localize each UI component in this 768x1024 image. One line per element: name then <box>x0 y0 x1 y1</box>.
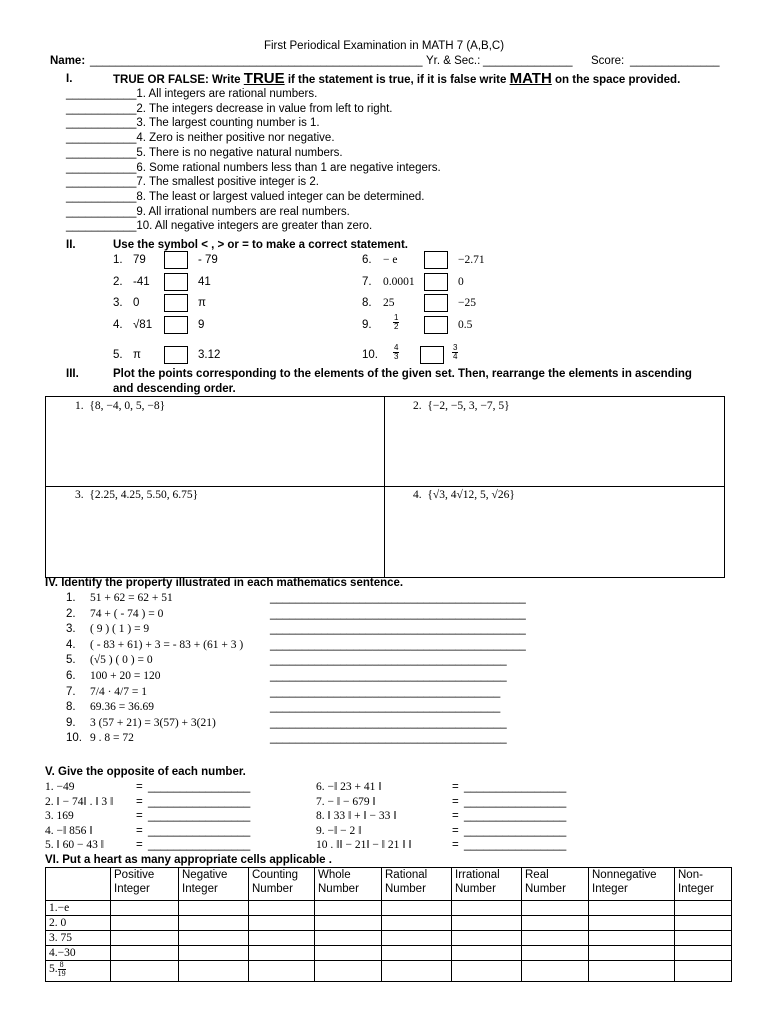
answer-cell[interactable] <box>452 901 522 916</box>
fraction <box>393 344 399 361</box>
fraction <box>452 344 458 361</box>
fraction-denominator: 4 <box>453 352 458 361</box>
table-column-header <box>452 868 522 901</box>
answer-blank[interactable]: ___________ <box>66 132 137 145</box>
comparison-right-value <box>452 344 458 361</box>
answer-cell[interactable] <box>675 916 732 931</box>
answer-cell[interactable] <box>179 961 249 982</box>
equals-sign: = <box>452 795 459 808</box>
comparison-left-value <box>393 314 399 331</box>
comparison-answer-box[interactable] <box>420 346 444 364</box>
answer-cell[interactable] <box>452 931 522 946</box>
property-expression: 51 + 62 = 62 + 51 <box>90 592 173 604</box>
statement-text: 10. All negative integers are greater than zero. <box>136 220 373 233</box>
comparison-number: 8. <box>362 297 372 309</box>
yr-sec-field[interactable]: ______________ <box>483 55 573 67</box>
section-2-instruction: Use the symbol < , > or = to make a correct statement. <box>113 239 408 251</box>
plot-set: {8, −4, 0, 5, −8} <box>89 400 166 412</box>
opposite-item: 8. ‖ 33 ‖ + ‖ − 33 ‖ <box>316 810 397 822</box>
grid-divider-horizontal <box>46 486 724 487</box>
property-expression: 9 . 8 = 72 <box>90 732 134 745</box>
answer-blank[interactable]: ___________ <box>66 220 137 233</box>
comparison-right-value: 0 <box>458 276 464 288</box>
answer-cell[interactable] <box>315 931 382 946</box>
column-header-line-2: Integer <box>114 883 150 895</box>
answer-cell[interactable] <box>111 901 179 916</box>
answer-cell[interactable] <box>179 946 249 961</box>
table-header-row <box>46 868 732 901</box>
answer-blank[interactable]: ___________ <box>66 161 137 174</box>
answer-cell[interactable] <box>675 961 732 982</box>
section-5-heading: V. Give the opposite of each number. <box>45 766 246 778</box>
answer-blank[interactable]: ___________ <box>66 176 137 189</box>
property-number: 2. <box>66 607 76 620</box>
plot-set: {√3, 4√12, 5, √26} <box>427 489 515 501</box>
comparison-left-value: -41 <box>133 276 150 288</box>
answer-cell[interactable] <box>589 931 675 946</box>
answer-cell[interactable] <box>382 961 452 982</box>
answer-cell[interactable] <box>589 901 675 916</box>
statement-text: 2. The integers decrease in value from left to right. <box>136 102 393 115</box>
row-label-number: 5. <box>49 963 58 976</box>
yr-sec-label: Yr. & Sec.: <box>426 55 481 67</box>
comparison-left-value: 0.0001 <box>383 276 415 288</box>
column-header-line-1: Positive <box>114 869 155 881</box>
answer-cell[interactable] <box>382 916 452 931</box>
fraction-numerator: 3 <box>453 343 458 352</box>
statement-text: 1. All integers are rational numbers. <box>136 88 318 100</box>
opposite-item: 4. −‖ 856 ‖ <box>45 824 93 837</box>
comparison-number: 3. <box>113 297 123 309</box>
section-3-instruction-1: Plot the points corresponding to the elements of the given set. Then, rearrange the elements in ascending <box>113 368 692 380</box>
table-column-header <box>315 868 382 901</box>
column-header-line-2: Integer <box>592 883 628 895</box>
answer-cell[interactable] <box>452 916 522 931</box>
property-number: 4. <box>66 638 76 651</box>
answer-cell[interactable] <box>111 931 179 946</box>
fraction-numerator: 1 <box>394 313 399 322</box>
opposite-item: 1. −49 <box>45 781 75 793</box>
true-false-item <box>66 190 424 204</box>
answer-cell[interactable] <box>249 916 315 931</box>
section-1-instruction <box>113 72 680 87</box>
section-6-heading: VI. Put a heart as many appropriate cells applicable . <box>45 854 332 866</box>
equals-sign: = <box>452 810 459 822</box>
answer-cell[interactable] <box>111 961 179 982</box>
comparison-number: 4. <box>113 319 123 331</box>
true-false-item <box>66 175 319 189</box>
answer-cell[interactable] <box>315 901 382 916</box>
opposite-answer-blank[interactable]: ________________ <box>464 795 567 808</box>
true-false-item <box>66 87 317 101</box>
property-number: 8. <box>66 701 76 714</box>
table-row <box>46 946 732 961</box>
answer-cell[interactable] <box>315 946 382 961</box>
equals-sign: = <box>452 781 459 793</box>
fraction <box>58 961 66 978</box>
comparison-right-value: −25 <box>458 297 476 309</box>
name-label: Name: <box>50 55 86 67</box>
opposite-item: 6. −‖ 23 + 41 ‖ <box>316 781 382 793</box>
property-number: 7. <box>66 685 76 698</box>
row-label <box>46 961 111 982</box>
name-field[interactable]: ____________________________________________________ <box>90 55 423 67</box>
answer-blank[interactable]: ___________ <box>66 117 137 130</box>
answer-cell[interactable] <box>382 931 452 946</box>
instr-b: if the statement is true, if it is false write <box>287 74 507 86</box>
opposite-item: 7. − ‖ − 679 ‖ <box>316 795 376 808</box>
answer-cell[interactable] <box>675 901 732 916</box>
opposite-answer-blank[interactable]: ________________ <box>148 795 251 808</box>
column-header-line-1: Negative <box>182 869 228 881</box>
comparison-answer-box[interactable] <box>164 273 188 291</box>
true-false-item <box>66 219 372 233</box>
classification-table <box>45 867 732 982</box>
property-expression: ( 9 ) ( 1 ) = 9 <box>90 623 150 636</box>
opposite-item: 5. ‖ 60 − 43 ‖ <box>45 839 104 851</box>
plot-set: {−2, −5, 3, −7, 5} <box>427 400 510 412</box>
property-expression: (√5 ) ( 0 ) = 0 <box>90 654 153 667</box>
property-expression: 100 + 20 = 120 <box>90 670 161 682</box>
column-header-line-2: Number <box>455 883 496 895</box>
true-false-item <box>66 205 350 219</box>
property-expression: 69.36 = 36.69 <box>90 701 154 714</box>
true-false-item <box>66 146 343 160</box>
word-math: MATH <box>509 70 552 87</box>
answer-cell[interactable] <box>675 931 732 946</box>
column-header-line-2: Number <box>318 883 359 895</box>
property-answer-blank[interactable]: ____________________________________ <box>270 685 501 698</box>
answer-cell[interactable] <box>382 901 452 916</box>
property-answer-blank[interactable]: ________________________________________ <box>270 607 526 620</box>
table-column-header <box>675 868 732 901</box>
answer-cell[interactable] <box>111 946 179 961</box>
comparison-number: 7. <box>362 276 372 288</box>
opposite-answer-blank[interactable]: ________________ <box>148 839 251 851</box>
section-3-instruction-2: and descending order. <box>113 383 236 395</box>
plot-cell-num: 3. <box>75 489 84 501</box>
opposite-answer-blank[interactable]: ________________ <box>148 781 251 793</box>
equals-sign: = <box>452 824 459 837</box>
answer-cell[interactable] <box>179 916 249 931</box>
fraction-denominator: 3 <box>394 352 399 361</box>
property-answer-blank[interactable]: _____________________________________ <box>270 670 507 682</box>
fraction-denominator: 2 <box>394 322 399 331</box>
property-expression: 3 (57 + 21) = 3(57) + 3(21) <box>90 716 216 729</box>
column-header-line-2: Number <box>252 883 293 895</box>
answer-blank[interactable]: ___________ <box>66 102 137 115</box>
row-label: 2. 0 <box>46 916 111 931</box>
column-header-line-2: Integer <box>182 883 218 895</box>
table-corner-cell <box>46 868 111 901</box>
comparison-number: 1. <box>113 254 123 266</box>
true-false-item <box>66 102 392 116</box>
plot-cell-num: 2. <box>413 400 422 412</box>
plot-grid <box>45 396 725 578</box>
property-answer-blank[interactable]: ________________________________________ <box>270 638 526 651</box>
true-false-item <box>66 161 441 175</box>
comparison-answer-box[interactable] <box>164 294 188 312</box>
answer-cell[interactable] <box>249 901 315 916</box>
column-header-line-1: Real <box>525 869 549 881</box>
opposite-item: 3. 169 <box>45 810 74 822</box>
comparison-number: 5. <box>113 349 123 361</box>
comparison-answer-box[interactable] <box>424 294 448 312</box>
plot-cell-4[interactable] <box>413 488 515 502</box>
table-row <box>46 961 732 982</box>
instr-a: TRUE OR FALSE: Write <box>113 74 241 86</box>
property-expression: 7/4 · 4/7 = 1 <box>90 685 147 698</box>
answer-cell[interactable] <box>522 946 589 961</box>
answer-cell[interactable] <box>675 946 732 961</box>
fraction-numerator: 8 <box>59 960 64 969</box>
comparison-right-value: - 79 <box>198 254 218 266</box>
comparison-left-value: − e <box>383 254 398 266</box>
opposite-answer-blank[interactable]: ________________ <box>464 810 567 822</box>
comparison-number: 2. <box>113 276 123 288</box>
opposite-item: 10 . ‖‖ − 21‖ − ‖ 21 ‖ ‖ <box>316 839 412 851</box>
comparison-left-value <box>393 344 399 361</box>
answer-cell[interactable] <box>179 931 249 946</box>
answer-cell[interactable] <box>452 961 522 982</box>
property-expression: 74 + ( - 74 ) = 0 <box>90 607 164 620</box>
table-column-header <box>249 868 315 901</box>
answer-cell[interactable] <box>179 901 249 916</box>
equals-sign: = <box>136 839 143 851</box>
column-header-line-2: Integer <box>678 883 714 895</box>
equals-sign: = <box>136 781 143 793</box>
property-answer-blank[interactable]: ________________________________________ <box>270 623 526 636</box>
answer-blank[interactable]: ___________ <box>66 190 137 203</box>
word-true: TRUE <box>243 70 285 87</box>
property-number: 5. <box>66 654 76 667</box>
comparison-answer-box[interactable] <box>424 316 448 334</box>
answer-blank[interactable]: ___________ <box>66 88 137 100</box>
true-false-item <box>66 131 335 145</box>
plot-cell-num: 4. <box>413 489 422 501</box>
column-header-line-1: Irrational <box>455 869 500 881</box>
property-answer-blank[interactable]: _____________________________________ <box>270 654 507 667</box>
comparison-answer-box[interactable] <box>424 273 448 291</box>
answer-cell[interactable] <box>315 916 382 931</box>
table-row <box>46 931 732 946</box>
plot-cell-2[interactable] <box>413 399 510 413</box>
comparison-right-value: 9 <box>198 319 205 331</box>
comparison-answer-box[interactable] <box>164 251 188 269</box>
comparison-right-value: 3.12 <box>198 349 221 361</box>
statement-text: 4. Zero is neither positive nor negative. <box>136 132 335 145</box>
comparison-left-value: 79 <box>133 254 146 266</box>
comparison-right-value: 0.5 <box>458 319 473 331</box>
column-header-line-1: Nonnegative <box>592 869 657 881</box>
answer-cell[interactable] <box>111 916 179 931</box>
statement-text: 9. All irrational numbers are real numbers. <box>136 205 350 218</box>
section-2-numeral: II. <box>66 239 76 251</box>
opposite-answer-blank[interactable]: ________________ <box>464 824 567 837</box>
property-number: 10. <box>66 732 82 745</box>
instr-c: on the space provided. <box>555 74 681 86</box>
score-label: Score: <box>591 55 625 67</box>
statement-text: 8. The least or largest valued integer can be determined. <box>136 190 425 203</box>
opposite-item: 9. −‖ − 2 ‖ <box>316 824 362 837</box>
equals-sign: = <box>452 839 459 851</box>
comparison-number: 9. <box>362 319 372 331</box>
comparison-answer-box[interactable] <box>164 316 188 334</box>
answer-cell[interactable] <box>522 916 589 931</box>
page-title: First Periodical Examination in MATH 7 (A,B,C) <box>263 40 505 52</box>
answer-cell[interactable] <box>589 916 675 931</box>
plot-cell-3[interactable] <box>75 488 198 502</box>
plot-cell-num: 1. <box>75 400 84 412</box>
comparison-right-value: π <box>198 297 206 309</box>
section-1-numeral: I. <box>66 73 73 85</box>
statement-text: 3. The largest counting number is 1. <box>136 117 320 130</box>
property-number: 9. <box>66 716 76 729</box>
table-row <box>46 916 732 931</box>
opposite-answer-blank[interactable]: ________________ <box>148 810 251 822</box>
answer-cell[interactable] <box>315 961 382 982</box>
column-header-line-1: Counting <box>252 869 299 881</box>
comparison-answer-box[interactable] <box>164 346 188 364</box>
property-answer-blank[interactable]: _____________________________________ <box>270 716 507 729</box>
table-column-header <box>522 868 589 901</box>
equals-sign: = <box>136 795 143 808</box>
table-column-header <box>589 868 675 901</box>
answer-cell[interactable] <box>452 946 522 961</box>
property-answer-blank[interactable]: ____________________________________ <box>270 701 501 714</box>
statement-text: 6. Some rational numbers less than 1 are negative integers. <box>136 161 441 174</box>
property-number: 6. <box>66 670 76 682</box>
table-column-header <box>179 868 249 901</box>
comparison-number: 10. <box>362 349 378 361</box>
property-number: 3. <box>66 623 76 636</box>
comparison-left-value: 0 <box>133 297 140 309</box>
equals-sign: = <box>136 824 143 837</box>
answer-cell[interactable] <box>522 901 589 916</box>
row-label: 1.−e <box>46 901 111 916</box>
section-3-numeral: III. <box>66 368 79 380</box>
fraction-denominator: 19 <box>57 969 66 978</box>
table-column-header <box>382 868 452 901</box>
opposite-item: 2. ‖ − 74‖ . ‖ 3 ‖ <box>45 795 114 808</box>
answer-cell[interactable] <box>249 961 315 982</box>
comparison-right-value: 41 <box>198 276 211 288</box>
fraction-numerator: 4 <box>394 343 399 352</box>
table-row <box>46 901 732 916</box>
answer-cell[interactable] <box>249 946 315 961</box>
true-false-item <box>66 116 320 130</box>
comparison-left-value: π <box>133 349 141 361</box>
answer-blank[interactable]: ___________ <box>66 205 137 218</box>
opposite-answer-blank[interactable]: ________________ <box>464 839 567 851</box>
answer-blank[interactable]: ___________ <box>66 146 137 159</box>
property-expression: ( - 83 + 61) + 3 = - 83 + (61 + 3 ) <box>90 638 244 651</box>
comparison-answer-box[interactable] <box>424 251 448 269</box>
column-header-line-1: Non- <box>678 869 703 881</box>
answer-cell[interactable] <box>589 946 675 961</box>
property-answer-blank[interactable]: _____________________________________ <box>270 732 507 745</box>
answer-cell[interactable] <box>249 931 315 946</box>
plot-set: {2.25, 4.25, 5.50, 6.75} <box>89 489 199 501</box>
property-answer-blank[interactable]: ________________________________________ <box>270 592 526 604</box>
comparison-left-value: 25 <box>383 297 395 309</box>
row-label: 3. 75 <box>46 931 111 946</box>
statement-text: 5. There is no negative natural numbers. <box>136 146 343 159</box>
column-header-line-2: Number <box>525 883 566 895</box>
score-field[interactable]: ______________ <box>630 55 720 67</box>
table-column-header <box>111 868 179 901</box>
row-label: 4.−30 <box>46 946 111 961</box>
section-4-heading: IV. Identify the property illustrated in each mathematics sentence. <box>45 577 404 589</box>
comparison-number: 6. <box>362 254 372 266</box>
plot-cell-1[interactable] <box>75 399 165 413</box>
answer-cell[interactable] <box>522 961 589 982</box>
opposite-answer-blank[interactable]: ________________ <box>148 824 251 837</box>
equals-sign: = <box>136 810 143 822</box>
answer-cell[interactable] <box>589 961 675 982</box>
column-header-line-1: Rational <box>385 869 428 881</box>
grid-divider-vertical <box>384 397 385 577</box>
property-number: 1. <box>66 592 76 604</box>
statement-text: 7. The smallest positive integer is 2. <box>136 176 319 189</box>
column-header-line-2: Number <box>385 883 426 895</box>
answer-cell[interactable] <box>382 946 452 961</box>
opposite-answer-blank[interactable]: ________________ <box>464 781 567 793</box>
answer-cell[interactable] <box>522 931 589 946</box>
comparison-right-value: −2.71 <box>458 254 485 266</box>
column-header-line-1: Whole <box>318 869 351 881</box>
fraction <box>393 314 399 331</box>
comparison-left-value: √81 <box>133 319 153 331</box>
